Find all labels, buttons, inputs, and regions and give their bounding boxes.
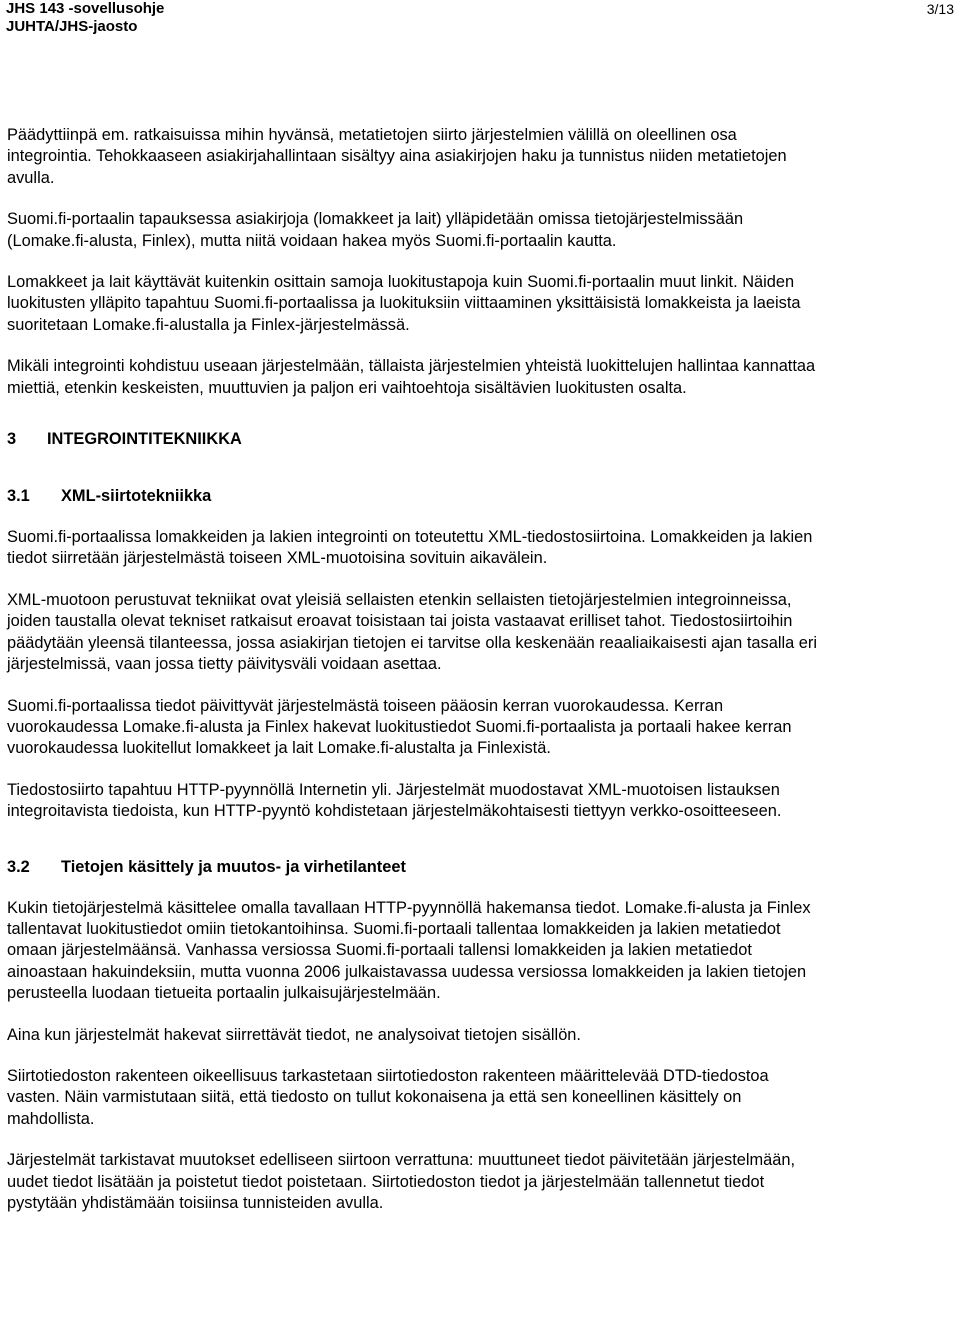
paragraph-11 — [7, 1066, 947, 1130]
text-line: mahdollista. — [7, 1109, 95, 1128]
text-line: Suomi.fi-portaalissa lomakkeiden ja lakien integrointi on toteutettu XML-tiedostosiirtoina. Lomakkeiden ja lakien — [7, 528, 813, 547]
text-line: integrointia. Tehokkaaseen asiakirjahallintaan sisältyy aina asiakirjojen haku ja tunnistus niiden metatietojen — [7, 147, 787, 166]
text-line: XML-muotoon perustuvat tekniikat ovat yleisiä sellaisten etenkin sellaisten tietojärjestelmien integroinneissa, — [7, 590, 792, 609]
section-number: 3.1 — [7, 487, 30, 506]
paragraph-7 — [7, 696, 947, 760]
text-line: perusteella luodaan tietueita portaalin julkaisujärjestelmään. — [7, 984, 441, 1003]
section-title: INTEGROINTITEKNIIKKA — [47, 430, 242, 449]
paragraph-4 — [7, 356, 947, 399]
text-line: Mikäli integrointi kohdistuu useaan järjestelmään, tällaista järjestelmien yhteistä luokittelujen hallintaa kannattaa — [7, 357, 816, 376]
text-line: tiedot siirretään järjestelmästä toiseen XML-muotoisina sovituin aikavälein. — [7, 549, 548, 568]
section-title: Tietojen käsittely ja muutos- ja virhetilanteet — [61, 857, 406, 876]
text-line: vuorokaudessa Lomake.fi-alusta ja Finlex hakevat luokitustiedot Suomi.fi-portaalista ja portaali hakee kerran — [7, 717, 792, 736]
text-line: tallentavat luokitustiedot omiin tietokantoihinsa. Suomi.fi-portaali tallentaa lomakkeiden ja lakien metatiedot — [7, 919, 781, 938]
text-line: Lomakkeet ja lait käyttävät kuitenkin osittain samoja luokitustapoja kuin Suomi.fi-portaalin muut linkit. Näiden — [7, 273, 795, 292]
paragraph-12 — [7, 1150, 947, 1214]
paragraph-3 — [7, 272, 947, 336]
text-line: suoritetaan Lomake.fi-alustalla ja Finlex-järjestelmässä. — [7, 315, 410, 334]
header-subtitle: JUHTA/JHS-jaosto — [6, 18, 138, 35]
text-line: Tiedostosiirto tapahtuu HTTP-pyynnöllä Internetin yli. Järjestelmät muodostavat XML-muotoisen listauksen — [7, 780, 780, 799]
text-line: vasten. Näin varmistutaan siitä, että tiedosto on tullut kokonaisena ja että sen koneellinen käsittely on — [7, 1088, 742, 1107]
text-line: Aina kun järjestelmät hakevat siirrettävät tiedot, ne analysoivat tietojen sisällön. — [7, 1025, 581, 1044]
paragraph-2 — [7, 209, 947, 252]
text-line: vuorokaudessa luokitellut lomakkeet ja lait Lomake.fi-alustalta ja Finlexistä. — [7, 739, 551, 758]
paragraph-6 — [7, 590, 947, 676]
paragraph-9 — [7, 898, 947, 1005]
text-line: miettiä, etenkin keskeisten, muuttuvien ja paljon eri vaihtoehtoja sisältävien luokitusten osalta. — [7, 378, 687, 397]
text-line: integroitavista tiedoista, kun HTTP-pyyntö kohdistetaan järjestelmäkohtaisesti tiettyyn verkko-osoitteeseen. — [7, 802, 782, 821]
text-line: joiden taustalla olevat tekniset ratkaisut eroavat toisistaan tai joista vastaavat erilliset tahot. Tiedostosiirtoihin — [7, 612, 793, 631]
section-number: 3.2 — [7, 857, 30, 876]
text-line: avulla. — [7, 168, 55, 187]
document-body — [7, 125, 947, 1214]
text-line: omaan järjestelmäänsä. Vanhassa versiossa Suomi.fi-portaali tallensi lomakkeiden ja lakien metatiedot — [7, 941, 752, 960]
text-line: luokitusten ylläpito tapahtuu Suomi.fi-portaalissa ja luokituksiin viittaaminen yksittäisistä lomakkeista ja laeista — [7, 294, 801, 313]
text-line: ainoastaan hakuindeksiin, mutta vuonna 2006 julkaistavassa uudessa versiossa lomakkeiden ja lakien tietojen — [7, 962, 807, 981]
section-number: 3 — [7, 430, 17, 449]
text-line: Kukin tietojärjestelmä käsittelee omalla tavallaan HTTP-pyynnöllä hakemansa tiedot. Lomake.fi-alusta ja Finlex — [7, 898, 811, 917]
text-line: Siirtotiedoston rakenteen oikeellisuus tarkastetaan siirtotiedoston rakenteen määrittelevää DTD-tiedostoa — [7, 1066, 769, 1085]
text-line: päädytään yleensä tilanteessa, jossa asiakirjan tietojen ei tarvitse olla keskenään reaaliaikaisesti ajan tasalla eri — [7, 633, 817, 652]
paragraph-5 — [7, 527, 947, 570]
paragraph-1 — [7, 125, 947, 189]
paragraph-8 — [7, 780, 947, 823]
section-heading-3 — [7, 429, 947, 450]
page-number: 3/13 — [926, 1, 954, 17]
text-line: (Lomake.fi-alusta, Finlex), mutta niitä voidaan hakea myös Suomi.fi-portaalin kautta. — [7, 231, 617, 250]
paragraph-10 — [7, 1025, 947, 1046]
text-line: uudet tiedot lisätään ja poistetut tiedot poistetaan. Siirtotiedoston tiedot ja järjestelmään tallennetut tiedot — [7, 1172, 765, 1191]
header-title-block — [6, 0, 954, 36]
section-title: XML-siirtotekniikka — [61, 487, 212, 506]
text-line: Suomi.fi-portaalin tapauksessa asiakirjoja (lomakkeet ja lait) ylläpidetään omissa tietojärjestelmissään — [7, 210, 744, 229]
section-heading-3-2 — [7, 857, 947, 878]
section-heading-3-1 — [7, 486, 947, 507]
page-header — [6, 0, 954, 36]
text-line: pystytään yhdistämään toisiinsa tunnisteiden avulla. — [7, 1194, 384, 1212]
text-line: Päädyttiinpä em. ratkaisuissa mihin hyvänsä, metatietojen siirto järjestelmien välillä on oleellinen osa — [7, 126, 737, 144]
text-line: Suomi.fi-portaalissa tiedot päivittyvät järjestelmästä toiseen pääosin kerran vuorokaudessa. Kerran — [7, 696, 724, 715]
header-title: JHS 143 -sovellusohje — [6, 0, 165, 17]
text-line: Järjestelmät tarkistavat muutokset edelliseen siirtoon verrattuna: muuttuneet tiedot päivitetään järjestelmään, — [7, 1151, 796, 1170]
text-line: järjestelmissä, vaan jossa tietty päivitysväli voidaan asettaa. — [7, 655, 442, 674]
